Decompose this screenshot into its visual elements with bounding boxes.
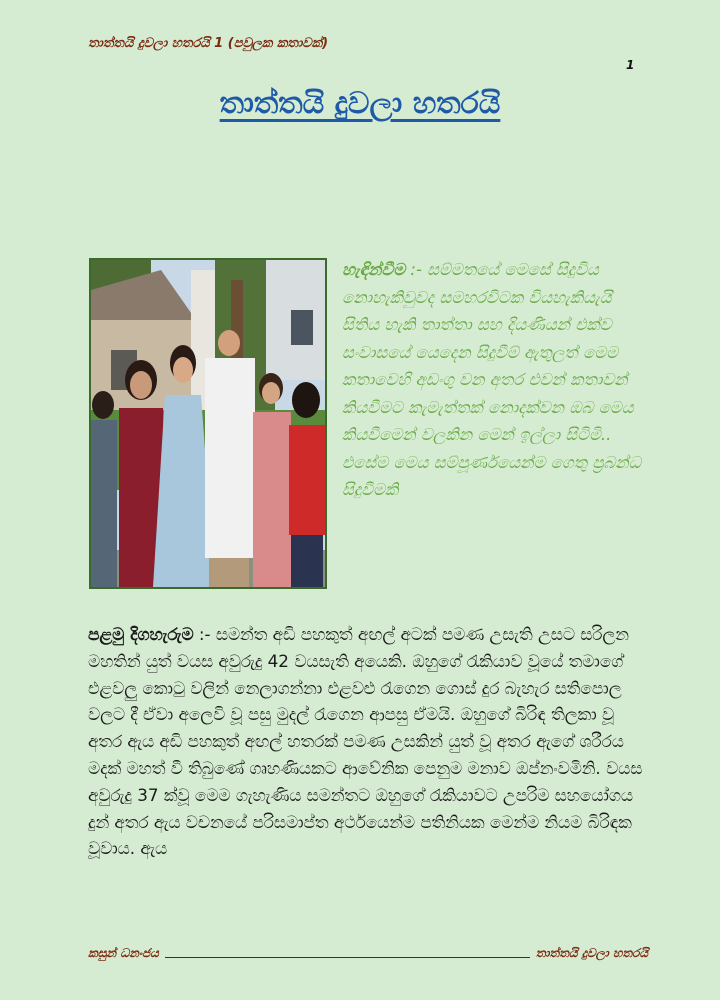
body-label: පළමු දිගහැරුම — [88, 624, 194, 644]
intro-text: :- සම්මතයේ මෙසේ සිදුවිය නොහැකිවුවද සමහරවිටක වියහැකියැයි සිතිය හැකි තාත්තා සහ දියණියන් එක්ව සංවාසයේ යෙදෙන සිදුවීම් ඇතුලත් මෙම කතාවෙහි අඩංගු වන අතර එවන් කතාවන් කියවීමට කැමැත්තක් නොදක්වන ඔබ මෙය කියවීමෙන් වලකින මෙන් ඉල්ලා සිටිමි.. එසේම මෙය සම්පූර්ණයෙන්ම ගෙතු ප්‍රබන්ධ සිදුවීමකි — [342, 260, 641, 499]
body-text: :- සමන්ත අඩි පහකුත් අඟල් අටක් පමණ උසැති උසට සරිලන මහතින් යුත් වයස අවුරුදු 42 වයසැති අයෙකි. ඔහුගේ රැකියාව වූයේ තමාගේ එළවලු කොටු වලින් නෙලාගන්නා එළවළු රැගෙන ගොස් දුර බැහැර සතිපොල වලට දී ඒවා අලෙවි වූ පසු මුදල් රැගෙන ආපසු ඒමයි. ඔහුගේ බිරිඳ තිලකා වූ අතර ඇය අඩි පහකුත් අඟල් හතරක් පමණ උසකින් යුත් වූ අතර ඇගේ ශරීරය මදක් මහත් වී තිබුණේ ගෘහණියකට ආවේනික පෙනුම මනාව ඔප්නංවමිනි. වයස අවුරුදු 37 ක්වූ මෙම ගැහැණිය සමන්තට ඔහුගේ රැකියාවට උපරිම සහයෝගය දුන් අතර ඇය වචනයේ පරිසමාප්ත අර්ථයෙන්ම පතිනියක මෙන්ම නියම බිරිඳක වූවාය. ඇය — [88, 624, 643, 859]
page-footer — [88, 946, 648, 961]
footer-author: කසුන් ධනංජය — [88, 946, 159, 960]
footer-rule — [165, 956, 530, 958]
intro-paragraph — [342, 256, 642, 504]
family-photo — [89, 258, 327, 589]
page-number: 1 — [626, 58, 635, 72]
footer-title: තාත්තයි දුවලා හතරයි — [535, 946, 648, 960]
page-title: තාත්තයි දුවලා හතරයි — [219, 86, 501, 121]
intro-label: හැඳින්වීම — [342, 260, 406, 279]
body-paragraph — [88, 621, 648, 862]
running-header: තාත්තයි දුවලා හතරයි 1 (පවුලක කතාවක්) — [88, 36, 329, 51]
